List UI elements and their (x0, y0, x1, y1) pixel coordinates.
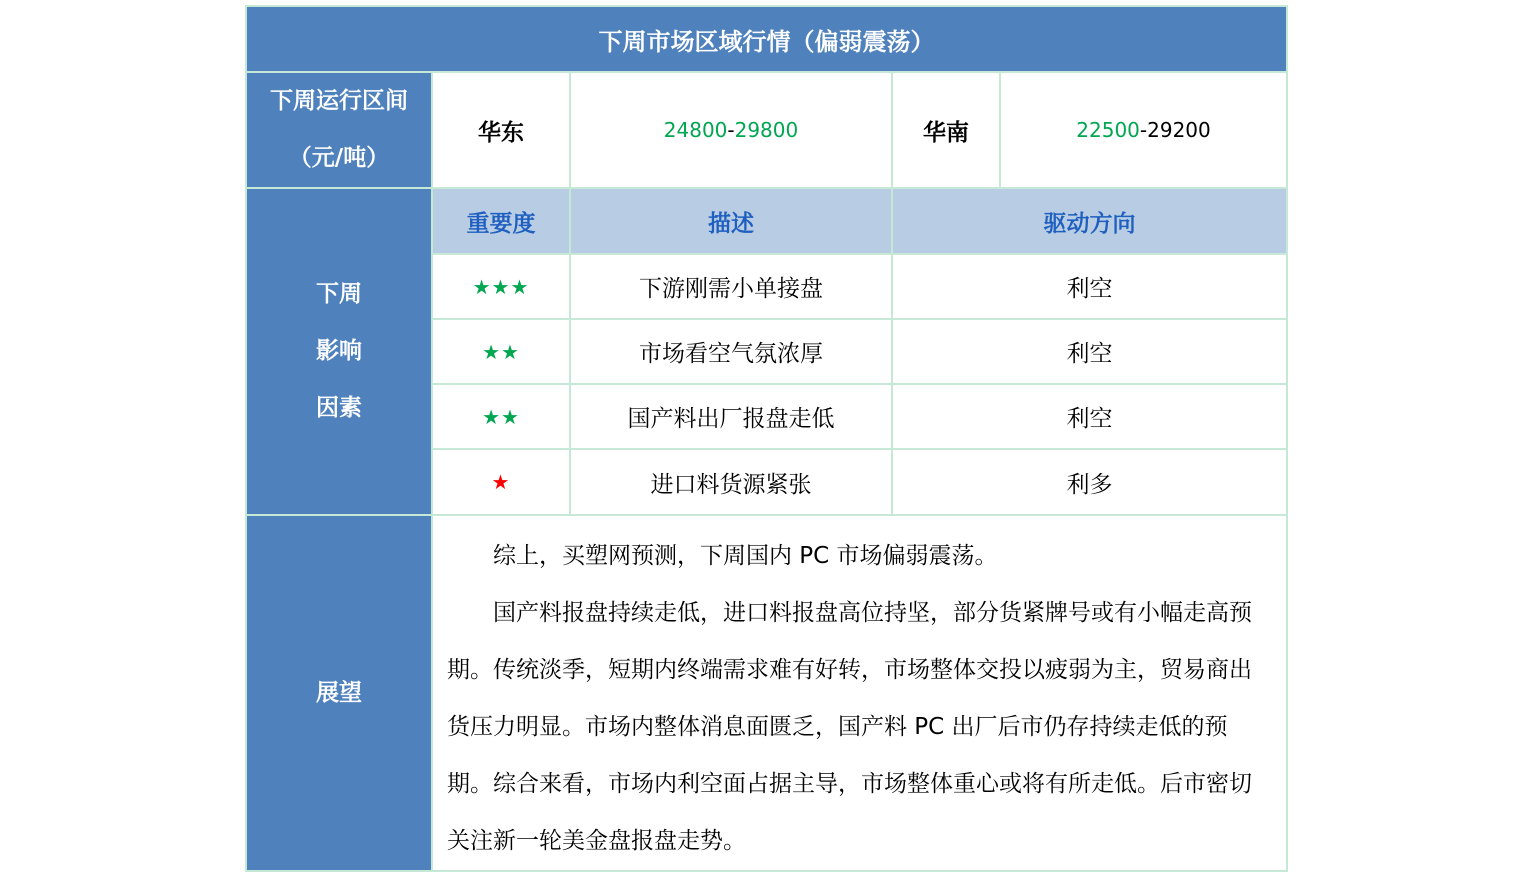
header-importance: 重要度 (432, 188, 570, 254)
header-direction: 驱动方向 (892, 188, 1287, 254)
outlook-text (432, 515, 1287, 871)
range-label (246, 72, 432, 188)
importance-stars: ★★★ (432, 254, 570, 319)
factor-description: 市场看空气氛浓厚 (570, 319, 892, 384)
outlook-label: 展望 (246, 515, 432, 871)
table-title: 下周市场区域行情（偏弱震荡） (246, 6, 1287, 72)
range-label-line2: （元/吨） (288, 145, 390, 171)
outlook-paragraph-2: 国产料报盘持续走低，进口料报盘高位持坚，部分货紧牌号或有小幅走高预期。传统淡季，短期内终端需求难有好转，市场整体交投以疲弱为主，贸易商出货压力明显。市场内整体消息面匮乏，国产料 PC 出厂后市仍存持续走低的预期。综合来看，市场内利空面占据主导，市场整体重心或将有所走低。后市密切关注新一轮美金盘报盘走势。 (447, 600, 1252, 854)
factor-direction: 利多 (892, 449, 1287, 515)
factors-label-line3: 因素 (316, 395, 362, 421)
factor-description: 进口料货源紧张 (570, 449, 892, 515)
region-south: 华南 (892, 72, 1000, 188)
importance-stars: ★★ (432, 319, 570, 384)
outlook-paragraph-1: 综上，买塑网预测，下周国内 PC 市场偏弱震荡。 (493, 543, 998, 569)
factor-description: 国产料出厂报盘走低 (570, 384, 892, 449)
factors-label-line1: 下周 (316, 281, 362, 307)
factors-label (246, 188, 432, 515)
region-east: 华东 (432, 72, 570, 188)
range-east-low: 24800 (663, 118, 728, 142)
range-label-line1: 下周运行区间 (270, 88, 408, 114)
header-description: 描述 (570, 188, 892, 254)
range-south-high: 29200 (1147, 118, 1211, 142)
factor-direction: 利空 (892, 319, 1287, 384)
range-east (570, 72, 892, 188)
factor-direction: 利空 (892, 254, 1287, 319)
range-east-sep: - (727, 118, 735, 142)
range-south (1000, 72, 1287, 188)
range-south-low: 22500 (1076, 118, 1140, 142)
range-east-high: 29800 (734, 118, 799, 142)
range-south-sep: - (1139, 118, 1148, 142)
factor-direction: 利空 (892, 384, 1287, 449)
factor-description: 下游刚需小单接盘 (570, 254, 892, 319)
factors-label-line2: 影响 (316, 338, 362, 364)
importance-stars: ★ (432, 449, 570, 515)
market-outlook-table (245, 5, 1288, 872)
importance-stars: ★★ (432, 384, 570, 449)
